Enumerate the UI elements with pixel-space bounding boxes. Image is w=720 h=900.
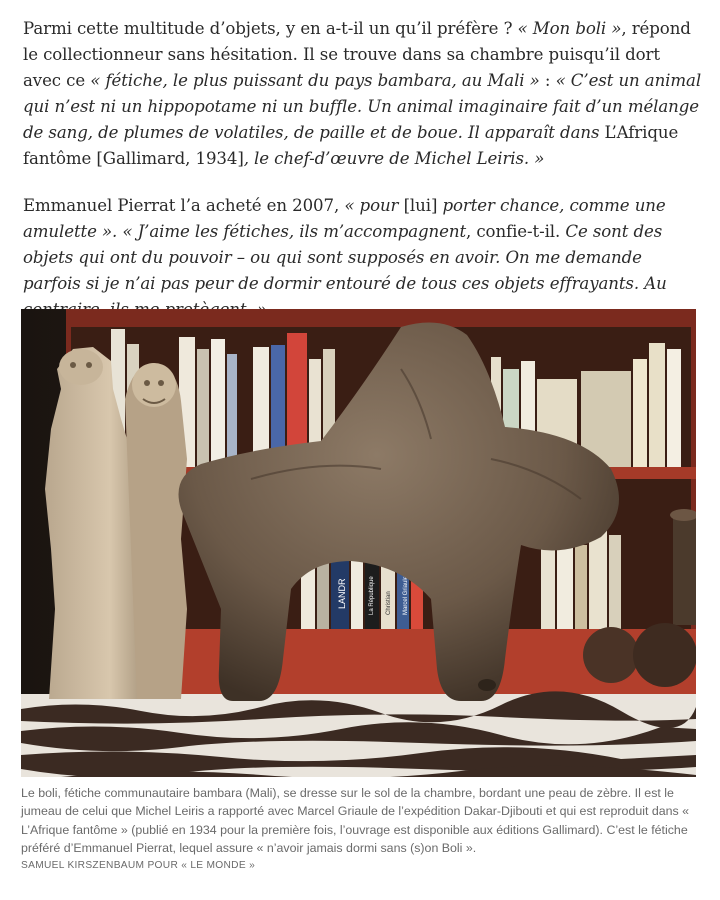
article-paragraph-1 (23, 16, 703, 172)
text-segment: Parmi cette multitude d’objets, y en a-t-il un qu’il préfère ? (23, 19, 518, 38)
text-segment: « pour (344, 196, 404, 215)
text-segment: « J’aime les fétiches, ils m’accompagnent (122, 222, 467, 241)
zebra-skin (21, 691, 696, 777)
article-photo (21, 309, 696, 777)
text-segment: [lui] (403, 196, 438, 215)
text-segment: , confie-t-il. (466, 222, 566, 241)
text-segment: , le chef-d’œuvre de Michel Leiris. » (243, 149, 545, 168)
book-spine-3: Christian (386, 591, 392, 615)
article-paragraph-2 (23, 193, 703, 323)
book-spine-4: Marcel Griaule (403, 575, 409, 615)
text-segment: « fétiche, le plus puissant du pays bambara, au Mali » (90, 71, 540, 90)
photo-caption-text: Le boli, fétiche communautaire bambara (Mali), se dresse sur le sol de la chambre, bordant une peau de zèbre. Il est le jumeau de celui que Michel Leiris a rapporté avec Marcel Griaule de l’expédition Dakar-Djibouti et qui est reproduit dans « L’Afrique fantôme » (publié en 1934 pour la première fois, l’ouvrage est disponible aux éditions Gallimard). C’est le fétiche préféré d’Emmanuel Pierrat, lequel assure « n’avoir jamais dormi sans (s)on Boli ». (21, 786, 690, 855)
text-segment: porter chance, comme une amulette ». (23, 196, 666, 241)
text-segment: L’Afrique fantôme [Gallimard, 1934] (23, 123, 679, 168)
text-segment: Emmanuel Pierrat l’a acheté en 2007, (23, 196, 345, 215)
book-spine-1: LANDR (337, 578, 347, 609)
photo-caption (21, 784, 697, 875)
text-segment: « C’est un animal qui n’est ni un hippopotame ni un buffle. Un animal imaginaire fait d’un mélange de sang, de plumes de volatiles, de paille et de boue. Il apparaît dans (23, 71, 702, 142)
text-segment: « Mon boli » (517, 19, 622, 38)
text-segment: : (539, 71, 556, 90)
text-segment: Ce sont des objets qui ont du pouvoir – ou qui sont supposés en avoir. On me demande parfois si je n’ai pas peur de dormir entouré de tous ces objets effrayants. Au (23, 222, 667, 293)
photo-credit: SAMUEL KIRSZENBAUM POUR « LE MONDE » (21, 860, 256, 872)
book-spine-2: La République (369, 576, 375, 615)
boli-fetish-photo (21, 309, 696, 777)
text-segment: , répond le collectionneur sans hésitation. Il se trouve dans sa chambre puisqu’il dort avec ce (23, 19, 691, 90)
